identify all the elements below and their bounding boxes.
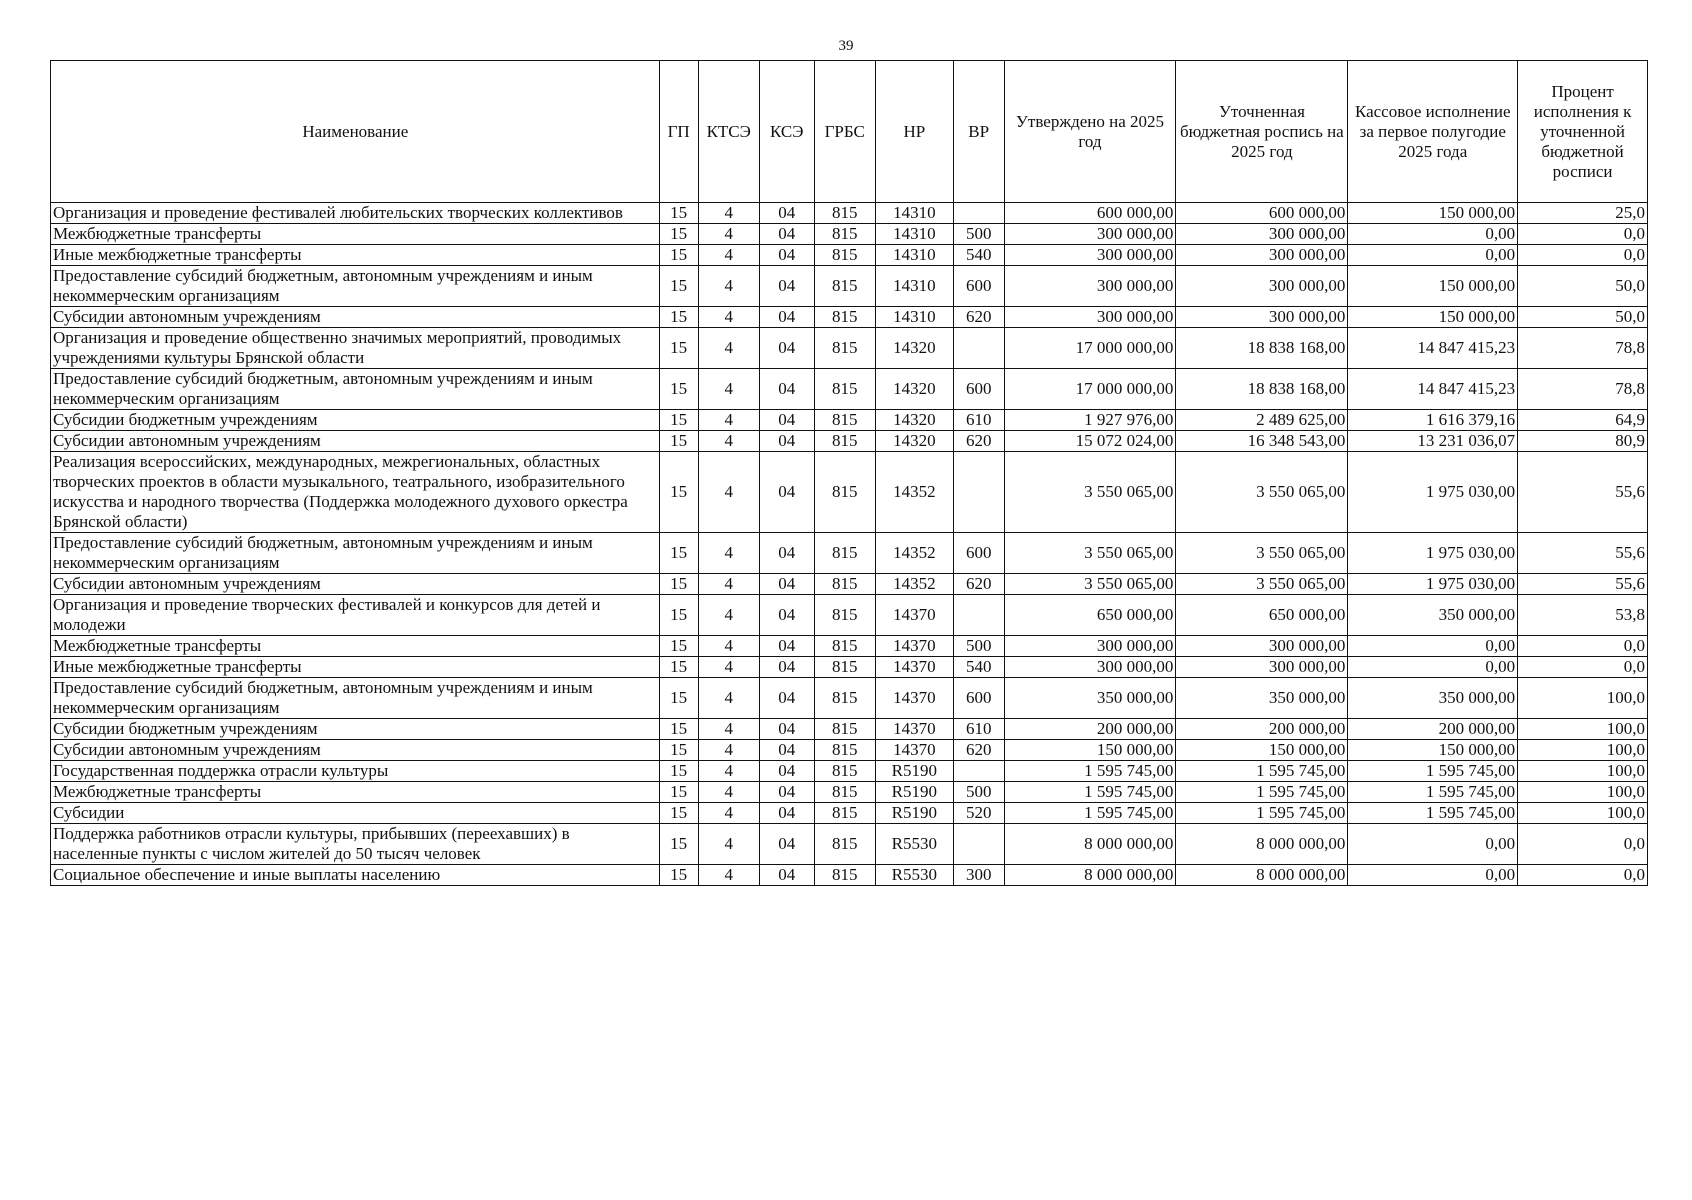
cell-refined: 650 000,00 xyxy=(1176,595,1348,636)
table-row xyxy=(51,307,1648,328)
cell-refined: 3 550 065,00 xyxy=(1176,574,1348,595)
cell-grbs: 815 xyxy=(814,410,875,431)
table-row xyxy=(51,657,1648,678)
table-row xyxy=(51,824,1648,865)
cell-approved: 300 000,00 xyxy=(1004,307,1176,328)
cell-vr xyxy=(953,452,1004,533)
cell-grbs: 815 xyxy=(814,452,875,533)
cell-percent: 78,8 xyxy=(1518,328,1648,369)
cell-name: Социальное обеспечение и иные выплаты населению xyxy=(51,865,660,886)
table-row xyxy=(51,574,1648,595)
cell-kse: 04 xyxy=(759,266,814,307)
cell-nr: R5190 xyxy=(875,782,953,803)
table-row xyxy=(51,224,1648,245)
cell-kse: 04 xyxy=(759,740,814,761)
cell-refined: 200 000,00 xyxy=(1176,719,1348,740)
cell-vr: 620 xyxy=(953,574,1004,595)
cell-refined: 350 000,00 xyxy=(1176,678,1348,719)
cell-kse: 04 xyxy=(759,224,814,245)
cell-gp: 15 xyxy=(659,203,698,224)
cell-vr xyxy=(953,595,1004,636)
cell-approved: 600 000,00 xyxy=(1004,203,1176,224)
table-row xyxy=(51,636,1648,657)
cell-nr: 14370 xyxy=(875,636,953,657)
cell-approved: 3 550 065,00 xyxy=(1004,533,1176,574)
table-row xyxy=(51,245,1648,266)
cell-nr: R5190 xyxy=(875,803,953,824)
cell-cash: 150 000,00 xyxy=(1348,266,1518,307)
cell-grbs: 815 xyxy=(814,245,875,266)
cell-kse: 04 xyxy=(759,245,814,266)
cell-cash: 1 595 745,00 xyxy=(1348,803,1518,824)
cell-name: Межбюджетные трансферты xyxy=(51,782,660,803)
cell-approved: 150 000,00 xyxy=(1004,740,1176,761)
table-row xyxy=(51,782,1648,803)
cell-vr: 540 xyxy=(953,245,1004,266)
cell-refined: 18 838 168,00 xyxy=(1176,328,1348,369)
cell-grbs: 815 xyxy=(814,761,875,782)
cell-refined: 16 348 543,00 xyxy=(1176,431,1348,452)
cell-ktse: 4 xyxy=(698,574,759,595)
cell-gp: 15 xyxy=(659,740,698,761)
cell-nr: 14320 xyxy=(875,431,953,452)
header-percent: Процент исполнения к уточненной бюджетной росписи xyxy=(1518,61,1648,203)
cell-percent: 100,0 xyxy=(1518,803,1648,824)
cell-grbs: 815 xyxy=(814,266,875,307)
cell-kse: 04 xyxy=(759,452,814,533)
table-row xyxy=(51,803,1648,824)
cell-gp: 15 xyxy=(659,595,698,636)
cell-approved: 17 000 000,00 xyxy=(1004,328,1176,369)
header-refined: Уточненная бюджетная роспись на 2025 год xyxy=(1176,61,1348,203)
cell-cash: 150 000,00 xyxy=(1348,203,1518,224)
cell-cash: 1 595 745,00 xyxy=(1348,761,1518,782)
cell-gp: 15 xyxy=(659,719,698,740)
cell-vr: 300 xyxy=(953,865,1004,886)
cell-kse: 04 xyxy=(759,307,814,328)
cell-approved: 1 595 745,00 xyxy=(1004,782,1176,803)
cell-kse: 04 xyxy=(759,328,814,369)
cell-percent: 53,8 xyxy=(1518,595,1648,636)
cell-kse: 04 xyxy=(759,782,814,803)
header-kse: КСЭ xyxy=(759,61,814,203)
cell-ktse: 4 xyxy=(698,740,759,761)
cell-nr: R5190 xyxy=(875,761,953,782)
cell-name: Межбюджетные трансферты xyxy=(51,224,660,245)
cell-vr: 600 xyxy=(953,678,1004,719)
cell-kse: 04 xyxy=(759,369,814,410)
table-row xyxy=(51,865,1648,886)
table-row xyxy=(51,740,1648,761)
cell-gp: 15 xyxy=(659,761,698,782)
cell-nr: 14370 xyxy=(875,719,953,740)
cell-approved: 300 000,00 xyxy=(1004,224,1176,245)
cell-refined: 300 000,00 xyxy=(1176,224,1348,245)
cell-name: Иные межбюджетные трансферты xyxy=(51,657,660,678)
cell-grbs: 815 xyxy=(814,803,875,824)
cell-gp: 15 xyxy=(659,865,698,886)
cell-approved: 200 000,00 xyxy=(1004,719,1176,740)
cell-refined: 300 000,00 xyxy=(1176,657,1348,678)
cell-approved: 8 000 000,00 xyxy=(1004,824,1176,865)
cell-ktse: 4 xyxy=(698,224,759,245)
cell-nr: 14310 xyxy=(875,224,953,245)
cell-percent: 64,9 xyxy=(1518,410,1648,431)
cell-ktse: 4 xyxy=(698,307,759,328)
cell-cash: 0,00 xyxy=(1348,657,1518,678)
cell-name: Межбюджетные трансферты xyxy=(51,636,660,657)
cell-name: Субсидии бюджетным учреждениям xyxy=(51,410,660,431)
cell-kse: 04 xyxy=(759,574,814,595)
cell-percent: 100,0 xyxy=(1518,761,1648,782)
cell-grbs: 815 xyxy=(814,865,875,886)
cell-name: Субсидии автономным учреждениям xyxy=(51,740,660,761)
cell-approved: 300 000,00 xyxy=(1004,657,1176,678)
cell-ktse: 4 xyxy=(698,595,759,636)
cell-percent: 0,0 xyxy=(1518,224,1648,245)
cell-gp: 15 xyxy=(659,803,698,824)
cell-ktse: 4 xyxy=(698,803,759,824)
cell-refined: 300 000,00 xyxy=(1176,636,1348,657)
table-row xyxy=(51,410,1648,431)
cell-cash: 200 000,00 xyxy=(1348,719,1518,740)
cell-name: Субсидии автономным учреждениям xyxy=(51,431,660,452)
header-name: Наименование xyxy=(51,61,660,203)
cell-cash: 0,00 xyxy=(1348,865,1518,886)
table-row xyxy=(51,203,1648,224)
cell-cash: 1 616 379,16 xyxy=(1348,410,1518,431)
cell-vr: 600 xyxy=(953,369,1004,410)
cell-name: Организация и проведение общественно значимых мероприятий, проводимых учреждениями культуры Брянской области xyxy=(51,328,660,369)
cell-grbs: 815 xyxy=(814,328,875,369)
cell-refined: 300 000,00 xyxy=(1176,307,1348,328)
page-number: 39 xyxy=(838,38,854,54)
cell-ktse: 4 xyxy=(698,719,759,740)
cell-approved: 650 000,00 xyxy=(1004,595,1176,636)
cell-refined: 8 000 000,00 xyxy=(1176,824,1348,865)
cell-approved: 350 000,00 xyxy=(1004,678,1176,719)
cell-approved: 1 595 745,00 xyxy=(1004,803,1176,824)
cell-name: Предоставление субсидий бюджетным, автономным учреждениям и иным некоммерческим организациям xyxy=(51,266,660,307)
cell-percent: 55,6 xyxy=(1518,574,1648,595)
header-nr: НР xyxy=(875,61,953,203)
cell-gp: 15 xyxy=(659,328,698,369)
cell-gp: 15 xyxy=(659,369,698,410)
cell-grbs: 815 xyxy=(814,782,875,803)
cell-refined: 8 000 000,00 xyxy=(1176,865,1348,886)
cell-percent: 0,0 xyxy=(1518,824,1648,865)
cell-name: Предоставление субсидий бюджетным, автономным учреждениям и иным некоммерческим организациям xyxy=(51,678,660,719)
cell-name: Субсидии xyxy=(51,803,660,824)
cell-vr xyxy=(953,761,1004,782)
cell-nr: 14370 xyxy=(875,657,953,678)
cell-nr: 14352 xyxy=(875,574,953,595)
cell-percent: 80,9 xyxy=(1518,431,1648,452)
cell-ktse: 4 xyxy=(698,266,759,307)
cell-refined: 300 000,00 xyxy=(1176,266,1348,307)
cell-vr xyxy=(953,328,1004,369)
cell-vr: 620 xyxy=(953,307,1004,328)
cell-cash: 1 975 030,00 xyxy=(1348,452,1518,533)
cell-percent: 100,0 xyxy=(1518,678,1648,719)
cell-percent: 50,0 xyxy=(1518,307,1648,328)
cell-refined: 3 550 065,00 xyxy=(1176,452,1348,533)
table-row xyxy=(51,533,1648,574)
cell-gp: 15 xyxy=(659,410,698,431)
cell-kse: 04 xyxy=(759,865,814,886)
cell-cash: 13 231 036,07 xyxy=(1348,431,1518,452)
cell-name: Реализация всероссийских, международных, межрегиональных, областных творческих проектов в области музыкального, театрального, изобразительного искусства и народного творчества (Поддержка молодежного духового оркестра Брянской области) xyxy=(51,452,660,533)
cell-gp: 15 xyxy=(659,266,698,307)
cell-grbs: 815 xyxy=(814,203,875,224)
cell-grbs: 815 xyxy=(814,224,875,245)
cell-name: Государственная поддержка отрасли культуры xyxy=(51,761,660,782)
cell-gp: 15 xyxy=(659,533,698,574)
cell-percent: 0,0 xyxy=(1518,865,1648,886)
cell-cash: 0,00 xyxy=(1348,636,1518,657)
cell-vr: 610 xyxy=(953,719,1004,740)
cell-vr: 600 xyxy=(953,533,1004,574)
cell-cash: 150 000,00 xyxy=(1348,740,1518,761)
cell-kse: 04 xyxy=(759,410,814,431)
cell-vr: 500 xyxy=(953,636,1004,657)
cell-ktse: 4 xyxy=(698,203,759,224)
cell-grbs: 815 xyxy=(814,657,875,678)
cell-name: Субсидии автономным учреждениям xyxy=(51,307,660,328)
cell-approved: 300 000,00 xyxy=(1004,266,1176,307)
cell-name: Предоставление субсидий бюджетным, автономным учреждениям и иным некоммерческим организациям xyxy=(51,533,660,574)
cell-gp: 15 xyxy=(659,782,698,803)
cell-nr: 14310 xyxy=(875,245,953,266)
cell-ktse: 4 xyxy=(698,431,759,452)
cell-nr: 14352 xyxy=(875,533,953,574)
cell-grbs: 815 xyxy=(814,678,875,719)
table-row xyxy=(51,369,1648,410)
table-row xyxy=(51,761,1648,782)
cell-refined: 1 595 745,00 xyxy=(1176,782,1348,803)
cell-grbs: 815 xyxy=(814,636,875,657)
cell-vr: 600 xyxy=(953,266,1004,307)
cell-vr: 610 xyxy=(953,410,1004,431)
cell-name: Субсидии бюджетным учреждениям xyxy=(51,719,660,740)
cell-approved: 300 000,00 xyxy=(1004,245,1176,266)
cell-cash: 150 000,00 xyxy=(1348,307,1518,328)
cell-ktse: 4 xyxy=(698,452,759,533)
cell-kse: 04 xyxy=(759,678,814,719)
cell-nr: 14310 xyxy=(875,266,953,307)
cell-cash: 1 975 030,00 xyxy=(1348,574,1518,595)
cell-vr: 500 xyxy=(953,224,1004,245)
cell-ktse: 4 xyxy=(698,678,759,719)
cell-cash: 1 595 745,00 xyxy=(1348,782,1518,803)
header-vr: ВР xyxy=(953,61,1004,203)
cell-refined: 2 489 625,00 xyxy=(1176,410,1348,431)
cell-gp: 15 xyxy=(659,824,698,865)
cell-refined: 1 595 745,00 xyxy=(1176,761,1348,782)
cell-nr: 14370 xyxy=(875,740,953,761)
table-row xyxy=(51,266,1648,307)
cell-approved: 3 550 065,00 xyxy=(1004,574,1176,595)
header-grbs: ГРБС xyxy=(814,61,875,203)
cell-grbs: 815 xyxy=(814,369,875,410)
cell-cash: 0,00 xyxy=(1348,245,1518,266)
cell-nr: R5530 xyxy=(875,824,953,865)
cell-ktse: 4 xyxy=(698,328,759,369)
cell-grbs: 815 xyxy=(814,307,875,328)
table-row xyxy=(51,328,1648,369)
cell-name: Организация и проведение творческих фестивалей и конкурсов для детей и молодежи xyxy=(51,595,660,636)
cell-gp: 15 xyxy=(659,678,698,719)
cell-grbs: 815 xyxy=(814,740,875,761)
cell-percent: 100,0 xyxy=(1518,782,1648,803)
table-row xyxy=(51,431,1648,452)
cell-name: Предоставление субсидий бюджетным, автономным учреждениям и иным некоммерческим организациям xyxy=(51,369,660,410)
table-body xyxy=(51,203,1648,886)
cell-ktse: 4 xyxy=(698,657,759,678)
header-approved: Утверждено на 2025 год xyxy=(1004,61,1176,203)
cell-gp: 15 xyxy=(659,452,698,533)
cell-cash: 14 847 415,23 xyxy=(1348,328,1518,369)
cell-nr: 14370 xyxy=(875,678,953,719)
table-row xyxy=(51,678,1648,719)
cell-ktse: 4 xyxy=(698,824,759,865)
cell-refined: 300 000,00 xyxy=(1176,245,1348,266)
table-row xyxy=(51,719,1648,740)
cell-nr: 14310 xyxy=(875,203,953,224)
header-ktse: КТСЭ xyxy=(698,61,759,203)
cell-vr xyxy=(953,203,1004,224)
cell-nr: 14352 xyxy=(875,452,953,533)
cell-kse: 04 xyxy=(759,761,814,782)
cell-name: Субсидии автономным учреждениям xyxy=(51,574,660,595)
cell-cash: 350 000,00 xyxy=(1348,678,1518,719)
cell-percent: 78,8 xyxy=(1518,369,1648,410)
cell-ktse: 4 xyxy=(698,533,759,574)
cell-grbs: 815 xyxy=(814,574,875,595)
cell-gp: 15 xyxy=(659,224,698,245)
cell-kse: 04 xyxy=(759,203,814,224)
cell-approved: 8 000 000,00 xyxy=(1004,865,1176,886)
cell-approved: 300 000,00 xyxy=(1004,636,1176,657)
cell-ktse: 4 xyxy=(698,410,759,431)
cell-approved: 3 550 065,00 xyxy=(1004,452,1176,533)
cell-refined: 18 838 168,00 xyxy=(1176,369,1348,410)
cell-nr: 14370 xyxy=(875,595,953,636)
cell-name: Поддержка работников отрасли культуры, прибывших (переехавших) в населенные пункты с числом жителей до 50 тысяч человек xyxy=(51,824,660,865)
cell-nr: 14320 xyxy=(875,328,953,369)
cell-percent: 100,0 xyxy=(1518,740,1648,761)
cell-approved: 15 072 024,00 xyxy=(1004,431,1176,452)
table-row xyxy=(51,595,1648,636)
cell-percent: 0,0 xyxy=(1518,657,1648,678)
cell-nr: 14310 xyxy=(875,307,953,328)
cell-cash: 0,00 xyxy=(1348,824,1518,865)
cell-vr: 500 xyxy=(953,782,1004,803)
cell-kse: 04 xyxy=(759,595,814,636)
cell-percent: 0,0 xyxy=(1518,245,1648,266)
cell-kse: 04 xyxy=(759,824,814,865)
cell-kse: 04 xyxy=(759,636,814,657)
cell-grbs: 815 xyxy=(814,431,875,452)
cell-gp: 15 xyxy=(659,245,698,266)
cell-ktse: 4 xyxy=(698,865,759,886)
cell-kse: 04 xyxy=(759,431,814,452)
cell-grbs: 815 xyxy=(814,595,875,636)
cell-vr xyxy=(953,824,1004,865)
cell-cash: 0,00 xyxy=(1348,224,1518,245)
cell-gp: 15 xyxy=(659,636,698,657)
cell-name: Иные межбюджетные трансферты xyxy=(51,245,660,266)
budget-table xyxy=(50,60,1648,886)
table-row xyxy=(51,452,1648,533)
cell-percent: 55,6 xyxy=(1518,533,1648,574)
header-gp: ГП xyxy=(659,61,698,203)
cell-kse: 04 xyxy=(759,719,814,740)
header-cash: Кассовое исполнение за первое полугодие 2025 года xyxy=(1348,61,1518,203)
cell-ktse: 4 xyxy=(698,245,759,266)
cell-percent: 50,0 xyxy=(1518,266,1648,307)
cell-name: Организация и проведение фестивалей любительских творческих коллективов xyxy=(51,203,660,224)
cell-kse: 04 xyxy=(759,803,814,824)
cell-approved: 17 000 000,00 xyxy=(1004,369,1176,410)
cell-percent: 0,0 xyxy=(1518,636,1648,657)
cell-nr: 14320 xyxy=(875,410,953,431)
cell-gp: 15 xyxy=(659,574,698,595)
cell-gp: 15 xyxy=(659,307,698,328)
cell-grbs: 815 xyxy=(814,719,875,740)
cell-kse: 04 xyxy=(759,533,814,574)
cell-vr: 540 xyxy=(953,657,1004,678)
cell-ktse: 4 xyxy=(698,782,759,803)
cell-refined: 150 000,00 xyxy=(1176,740,1348,761)
cell-kse: 04 xyxy=(759,657,814,678)
cell-approved: 1 595 745,00 xyxy=(1004,761,1176,782)
cell-cash: 1 975 030,00 xyxy=(1348,533,1518,574)
cell-grbs: 815 xyxy=(814,824,875,865)
table-header-row xyxy=(51,61,1648,203)
cell-percent: 55,6 xyxy=(1518,452,1648,533)
cell-approved: 1 927 976,00 xyxy=(1004,410,1176,431)
cell-vr: 620 xyxy=(953,431,1004,452)
cell-refined: 1 595 745,00 xyxy=(1176,803,1348,824)
cell-grbs: 815 xyxy=(814,533,875,574)
cell-refined: 600 000,00 xyxy=(1176,203,1348,224)
cell-percent: 100,0 xyxy=(1518,719,1648,740)
cell-ktse: 4 xyxy=(698,761,759,782)
cell-vr: 620 xyxy=(953,740,1004,761)
cell-ktse: 4 xyxy=(698,636,759,657)
cell-nr: 14320 xyxy=(875,369,953,410)
cell-gp: 15 xyxy=(659,431,698,452)
cell-nr: R5530 xyxy=(875,865,953,886)
cell-refined: 3 550 065,00 xyxy=(1176,533,1348,574)
cell-ktse: 4 xyxy=(698,369,759,410)
cell-cash: 14 847 415,23 xyxy=(1348,369,1518,410)
cell-percent: 25,0 xyxy=(1518,203,1648,224)
cell-vr: 520 xyxy=(953,803,1004,824)
cell-cash: 350 000,00 xyxy=(1348,595,1518,636)
cell-gp: 15 xyxy=(659,657,698,678)
